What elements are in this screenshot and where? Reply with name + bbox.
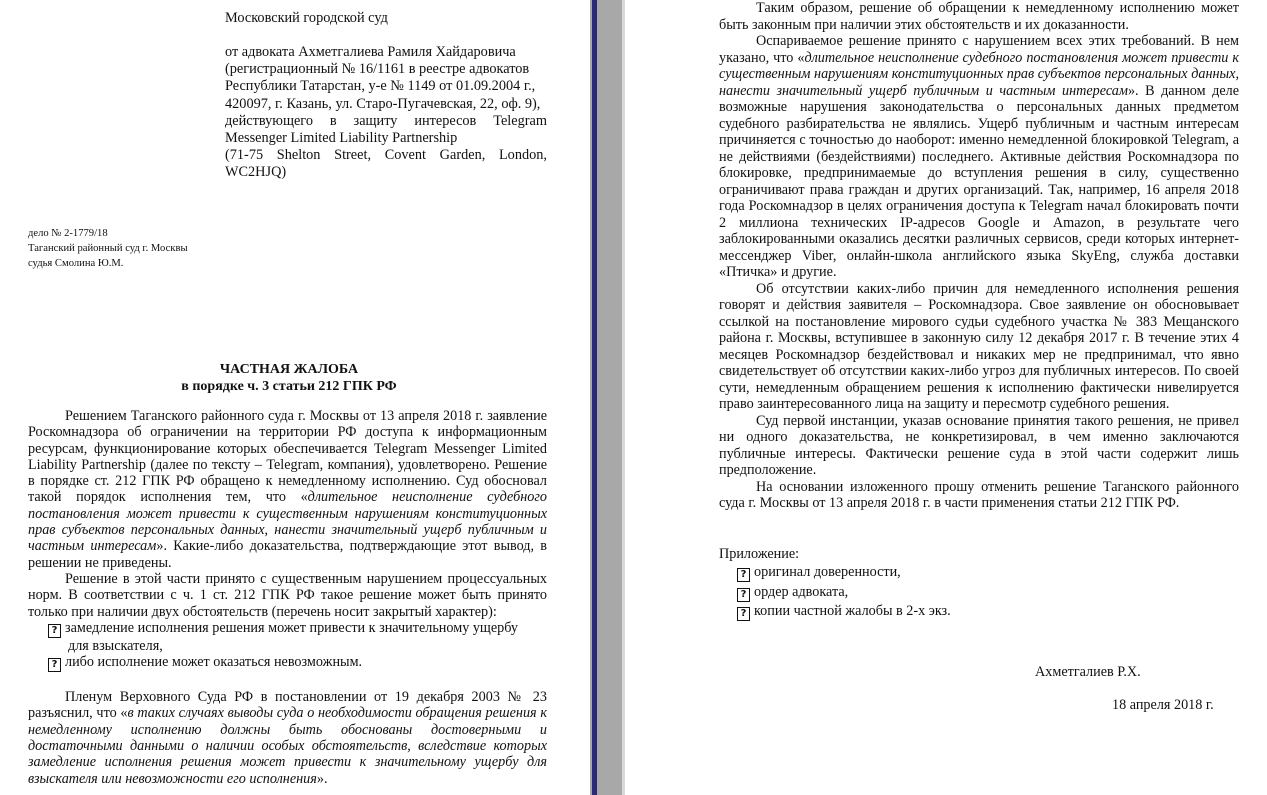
attachment-item	[737, 602, 951, 622]
text-run: Пленум Верховного Суда РФ в постановлении от 19 декабря 2003 № 23 разъяснил, что «	[28, 689, 547, 722]
quote-run: длительное неисполнение судебного постановления может привести к существенным нарушениям конституционных прав субъектов персональных данных, нанести значительный ущерб публичным и частным интересам	[719, 49, 1239, 99]
sender-block	[225, 44, 547, 182]
text-run: ». В данном деле возможные нарушения законодательства о персональных данных предметом судебного разбирательства не являлись. Ущерб публичным и частным интересам причиняется с точностью до наоборот: именно немедленной блокировкой Telegram, а не действиями (бездействиями) последнего. Активные действия Роскомнадзора по блокировке, предпринимаемые до вступления решения в силу, существенно ограничивают права граждан и других организаций. Так, например, 16 апреля 2018 года Роскомнадзор в целях ограничения доступа к Telegram начал блокировать почти 2 миллиона технических IP-адресов Google и Amazon, в результате чего заблокированными оказались десятки различных сервисов, среди которых интернет-мессенджер Viber, онлайн-школа английского языка SkyEng, служба доставки «Птичка» и другие.	[719, 82, 1240, 280]
sender-line: 420097, г. Казань, ул. Старо-Пугачевская, 22, оф. 9),	[225, 95, 541, 112]
gutter-bar	[592, 0, 597, 795]
checkbox-glyph-icon: ?	[48, 658, 61, 672]
court-name: Московский городской суд	[225, 10, 388, 26]
attachments-title: Приложение:	[719, 546, 800, 562]
attachment-text: копии частной жалобы в 2-х экз.	[754, 603, 951, 619]
left-body	[28, 408, 547, 787]
title-line-1: ЧАСТНАЯ ЖАЛОБА	[219, 362, 359, 377]
quote-run: в таких случаях выводы суда о необходимости обращения решения к немедленному исполнению должны быть обоснованы достоверными и достаточными данными о наличии особых обстоятельств, вследствие которых замедление исполнения решения может привести к значительному ущербу для взыскателя или невозможности его исполнения	[28, 705, 547, 787]
left-page	[0, 0, 590, 795]
text-run: Оспариваемое решение принято с нарушением всех этих требований. В нем указано, что «	[719, 33, 1239, 66]
list-item	[48, 620, 547, 638]
paragraph: На основании изложенного прошу отменить решение Таганского районного суда г. Москвы от 13 апреля 2018 г. в части применения статьи 212 ГПК РФ.	[719, 478, 1239, 511]
list-item-text: замедление исполнения решения может привести к значительному ущербу	[65, 619, 519, 636]
conditions-list	[28, 620, 547, 672]
case-court: Таганский районный суд г. Москвы	[28, 243, 188, 254]
paragraph: Суд первой инстанции, указав основание принятия такого решения, не привел ни одного доказательства, не конкретизировал, в чем именно заключаются публичные интересы. Фактически решение суда в этой части содержит лишь предположение.	[719, 412, 1239, 478]
list-item	[48, 654, 547, 672]
case-number: дело № 2-1779/18	[28, 228, 108, 239]
document-title	[55, 361, 523, 395]
sender-line: (регистрационный № 16/1161 в реестре адвокатов	[225, 61, 530, 78]
paragraph: Таким образом, решение об обращении к немедленному исполнению может быть законным при наличии этих обстоятельств и их доказанности.	[719, 0, 1239, 33]
case-info	[28, 226, 188, 271]
signature: Ахметгалиев Р.Х.	[1035, 664, 1141, 680]
text-run: Решением Таганского районного суда г. Москвы от 13 апреля 2018 г. заявление Роскомнадзора об ограничении на территории РФ доступа к информационным ресурсам, функционирование которых обеспечивается Telegram Messenger Limited Liability Partnership (далее по тексту – Telegram, компания), удовлетворено. Решение в порядке ст. 212 ГПК РФ обращено к немедленному исполнению. Суд обосновал такой порядок исполнения тем, что «	[28, 408, 547, 506]
checkbox-glyph-icon: ?	[737, 588, 750, 602]
sender-line: Messenger Limited Liability Partnership	[225, 130, 458, 147]
attachment-item	[737, 563, 951, 583]
paragraph	[719, 33, 1239, 281]
checkbox-glyph-icon: ?	[737, 568, 750, 582]
text-run: ». Какие-либо доказательства, подтверждающие этот вывод, в решении не приведены.	[28, 538, 548, 571]
sender-line: от адвоката Ахметгалиева Рамиля Хайдаровича	[225, 44, 516, 60]
checkbox-glyph-icon: ?	[48, 624, 61, 638]
quote-run: длительное неисполнение судебного постановления может привести к существенным нарушениям конституционных прав субъектов персональных данных, нанести значительный ущерб публичным и частным интересам	[28, 489, 547, 555]
text-run: ».	[316, 770, 328, 787]
paragraph: Об отсутствии каких-либо причин для немедленного исполнения решения говорят и действия заявителя – Роскомнадзора. Свое заявление он обосновывает ссылкой на постановление мирового судьи судебного участка № 383 Мещанского района г. Москвы, вступившее в законную силу 12 декабря 2017 г. В течение этих 4 месяцев Роскомнадзор бездействовал и никаких мер не предпринимал, что явно свидетельствует об отсутствии каких-либо угроз для публичных интересов. По своей сути, немедленным обращением решения к исполнению фактически нивелируется право заинтересованного лица на защиту и пересмотр судебного решения.	[719, 280, 1239, 412]
sender-line: Республики Татарстан, у-е № 1149 от 01.09.2004 г.,	[225, 78, 536, 95]
attachments-list	[737, 563, 951, 622]
attachment-text: оригинал доверенности,	[754, 564, 901, 580]
checkbox-glyph-icon: ?	[737, 607, 750, 621]
right-body	[719, 0, 1239, 512]
sender-line: WC2HJQ)	[225, 164, 287, 181]
right-page	[625, 0, 1267, 795]
sender-line: действующего в защиту интересов Telegram	[225, 112, 547, 129]
paragraph: Решение в этой части принято с существенным нарушением процессуальных норм. В соответствии с ч. 1 ст. 212 ГПК РФ такое решение может быть принято только при наличии двух обстоятельств (перечень носит закрытый характер):	[28, 570, 547, 620]
list-item-text: либо исполнение может оказаться невозможным.	[65, 654, 363, 671]
sender-line: (71-75 Shelton Street, Covent Garden, London,	[225, 147, 547, 164]
document-date: 18 апреля 2018 г.	[1112, 697, 1214, 713]
paragraph	[28, 689, 547, 787]
title-line-2: в порядке ч. 3 статьи 212 ГПК РФ	[181, 379, 397, 394]
attachment-text: ордер адвоката,	[754, 583, 849, 600]
list-item-continuation: для взыскателя,	[68, 637, 163, 654]
attachment-item	[737, 583, 951, 603]
case-judge: судья Смолина Ю.М.	[28, 258, 124, 269]
paragraph	[28, 408, 547, 571]
